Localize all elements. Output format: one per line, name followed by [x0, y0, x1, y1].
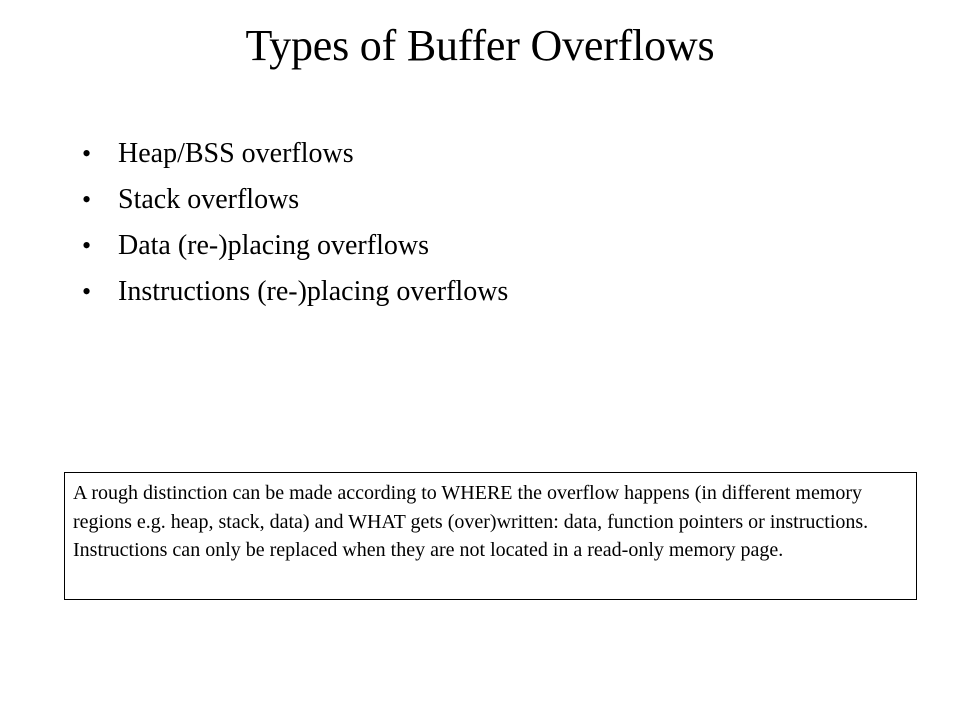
- bullet-icon: •: [82, 139, 92, 168]
- bullet-icon: •: [82, 185, 92, 214]
- note-box: A rough distinction can be made according to WHERE the overflow happens (in different memory regions e.g. heap, stack, data) and WHAT gets (over)written: data, function pointers or instructions. Instructions can only be replaced when they are not located in a read-only memory page.: [64, 472, 917, 600]
- bullet-text: Instructions (re-)placing overflows: [118, 276, 509, 307]
- bullet-text: Stack overflows: [118, 184, 300, 215]
- bullet-text: Data (re-)placing overflows: [118, 230, 429, 261]
- bullet-item: [82, 272, 508, 318]
- bullet-list: [82, 134, 508, 318]
- bullet-item: [82, 180, 508, 226]
- bullet-item: [82, 226, 508, 272]
- bullet-text: Heap/BSS overflows: [118, 138, 354, 169]
- bullet-item: [82, 134, 508, 180]
- slide-title: Types of Buffer Overflows: [245, 21, 715, 70]
- bullet-icon: •: [82, 277, 92, 306]
- bullet-icon: •: [82, 231, 92, 260]
